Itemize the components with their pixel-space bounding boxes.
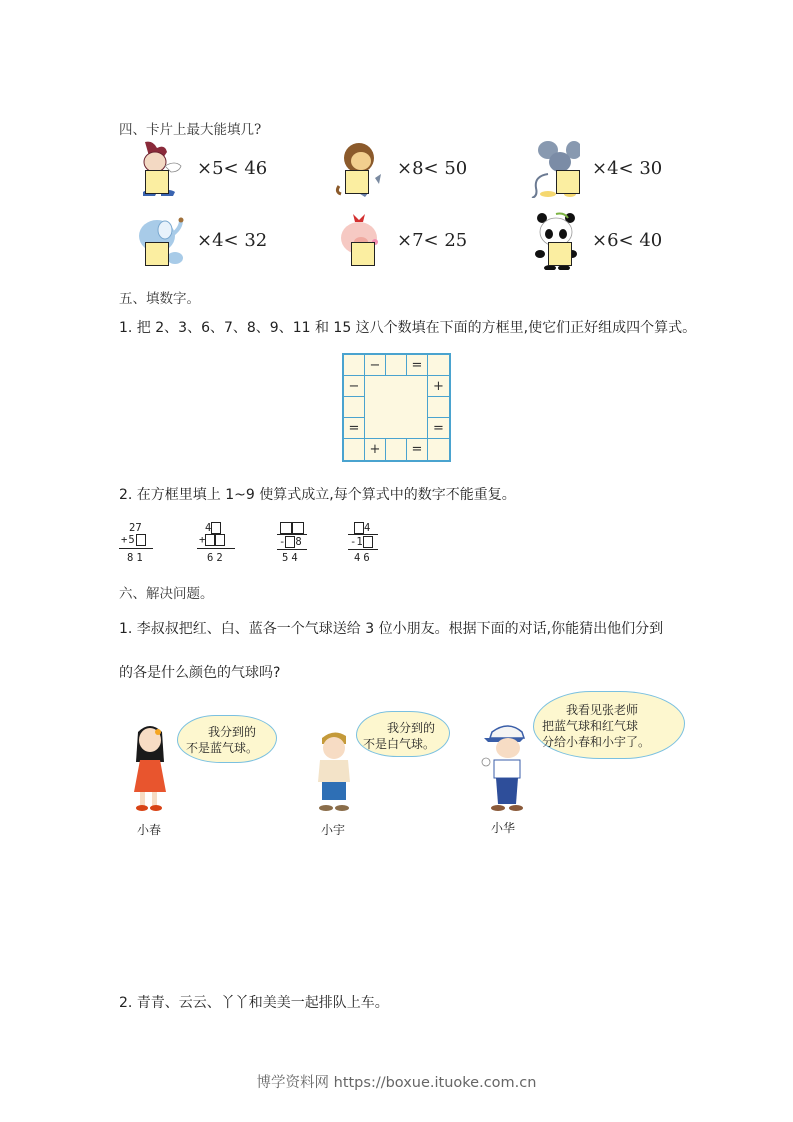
expression: ×7< 25 — [397, 230, 468, 251]
operand-row: -1 — [350, 536, 373, 548]
vertical-problem-3 — [277, 522, 321, 572]
section-4-heading: 四、卡片上最大能填几? — [119, 122, 262, 138]
top-number: 27 — [129, 522, 142, 534]
top-row: 4 — [354, 522, 370, 534]
answer-box[interactable] — [215, 534, 225, 546]
card-problem-mouse — [530, 140, 730, 200]
speech-line: 我分到的 — [387, 721, 436, 735]
speech-bubble-xiaoyu — [356, 711, 450, 757]
boy-xiaohua-illustration — [480, 722, 535, 817]
grid-cell[interactable] — [385, 354, 407, 376]
answer-box[interactable] — [136, 534, 146, 546]
sum-line — [197, 548, 235, 549]
expression: ×4< 32 — [197, 230, 268, 251]
section-6-question-2: 2. 青青、云云、丫丫和美美一起排队上车。 — [119, 995, 389, 1011]
answer-box[interactable] — [205, 534, 215, 546]
speech-bubble-xiaohua — [533, 691, 685, 759]
sum-line — [119, 548, 153, 549]
grid-cell[interactable] — [427, 438, 450, 461]
section-5-question-2: 2. 在方框里填上 1~9 使算式成立,每个算式中的数字不能重复。 — [119, 487, 516, 503]
result: 54 — [282, 552, 301, 564]
vertical-problem-4 — [348, 522, 392, 572]
speech-line: 不是白气球。 — [363, 737, 436, 751]
expression: ×6< 40 — [592, 230, 663, 251]
speech-line: 把蓝气球和红气球 — [542, 719, 639, 733]
kid-name-xiaoyu: 小宇 — [321, 823, 346, 837]
expression: ×8< 50 — [397, 158, 468, 179]
expression: ×5< 46 — [197, 158, 268, 179]
grid-operator-cell: − — [364, 354, 386, 376]
operand-row: + — [199, 534, 225, 546]
answer-box[interactable] — [354, 522, 364, 534]
operand-row: - 8 — [279, 536, 302, 548]
answer-card[interactable] — [351, 242, 375, 266]
answer-card[interactable] — [145, 242, 169, 266]
section-6-heading: 六、解决问题。 — [119, 586, 214, 602]
kid-name-xiaochun: 小春 — [137, 823, 162, 837]
grid-operator-cell: = — [406, 438, 428, 461]
grid-cell[interactable] — [427, 396, 450, 418]
girl-xiaochun-illustration — [130, 722, 175, 817]
operand-row: +5 — [121, 534, 146, 546]
answer-card[interactable] — [345, 170, 369, 194]
answer-box[interactable] — [280, 522, 292, 534]
grid-cell[interactable] — [385, 438, 407, 461]
card-problem-pig — [335, 212, 535, 272]
grid-cell[interactable] — [427, 354, 450, 376]
grid-cell[interactable] — [343, 354, 365, 376]
result: 62 — [207, 552, 226, 564]
result: 46 — [354, 552, 373, 564]
vertical-problem-2 — [197, 522, 241, 572]
answer-box[interactable] — [211, 522, 221, 534]
answer-box[interactable] — [285, 536, 295, 548]
grid-operator-cell: + — [427, 375, 450, 397]
top-row — [280, 522, 304, 534]
answer-box[interactable] — [363, 536, 373, 548]
section-6-question-1-line-1: 1. 李叔叔把红、白、蓝各一个气球送给 3 位小朋友。根据下面的对话,你能猜出他们分到 — [119, 621, 664, 637]
section-5-heading: 五、填数字。 — [119, 291, 200, 307]
kid-name-xiaohua: 小华 — [491, 821, 516, 835]
card-problem-monkey — [335, 140, 535, 200]
number-grid-puzzle — [342, 353, 451, 462]
grid-cell[interactable] — [343, 438, 365, 461]
answer-card[interactable] — [145, 170, 169, 194]
section-6-question-1-line-2: 的各是什么颜色的气球吗? — [119, 665, 281, 681]
difference-line — [277, 549, 307, 550]
answer-card[interactable] — [548, 242, 572, 266]
grid-operator-cell: = — [343, 417, 365, 439]
speech-line: 分给小春和小宇了。 — [542, 735, 651, 749]
answer-card[interactable] — [556, 170, 580, 194]
speech-line: 我看见张老师 — [566, 703, 639, 717]
expression: ×4< 30 — [592, 158, 663, 179]
difference-line — [348, 549, 378, 550]
grid-operator-cell: = — [427, 417, 450, 439]
card-problem-panda — [530, 212, 730, 272]
speech-line: 不是蓝气球。 — [186, 741, 259, 755]
vertical-problem-1 — [119, 522, 163, 572]
grid-operator-cell: + — [364, 438, 386, 461]
watermark-footer: 博学资料网 https://boxue.ituoke.com.cn — [256, 1075, 537, 1091]
grid-cell[interactable] — [343, 396, 365, 418]
card-problem-elephant — [135, 212, 335, 272]
answer-box[interactable] — [292, 522, 304, 534]
speech-bubble-xiaochun — [177, 715, 277, 763]
boy-xiaoyu-illustration — [312, 728, 360, 816]
grid-operator-cell: − — [343, 375, 365, 397]
card-problem-rabbit — [135, 140, 335, 200]
speech-line: 我分到的 — [208, 725, 257, 739]
result: 81 — [127, 552, 146, 564]
top-row: 4 — [205, 522, 221, 534]
section-5-question-1: 1. 把 2、3、6、7、8、9、11 和 15 这八个数填在下面的方框里,使它们正好组成四个算式。 — [119, 320, 697, 336]
grid-operator-cell: = — [406, 354, 428, 376]
